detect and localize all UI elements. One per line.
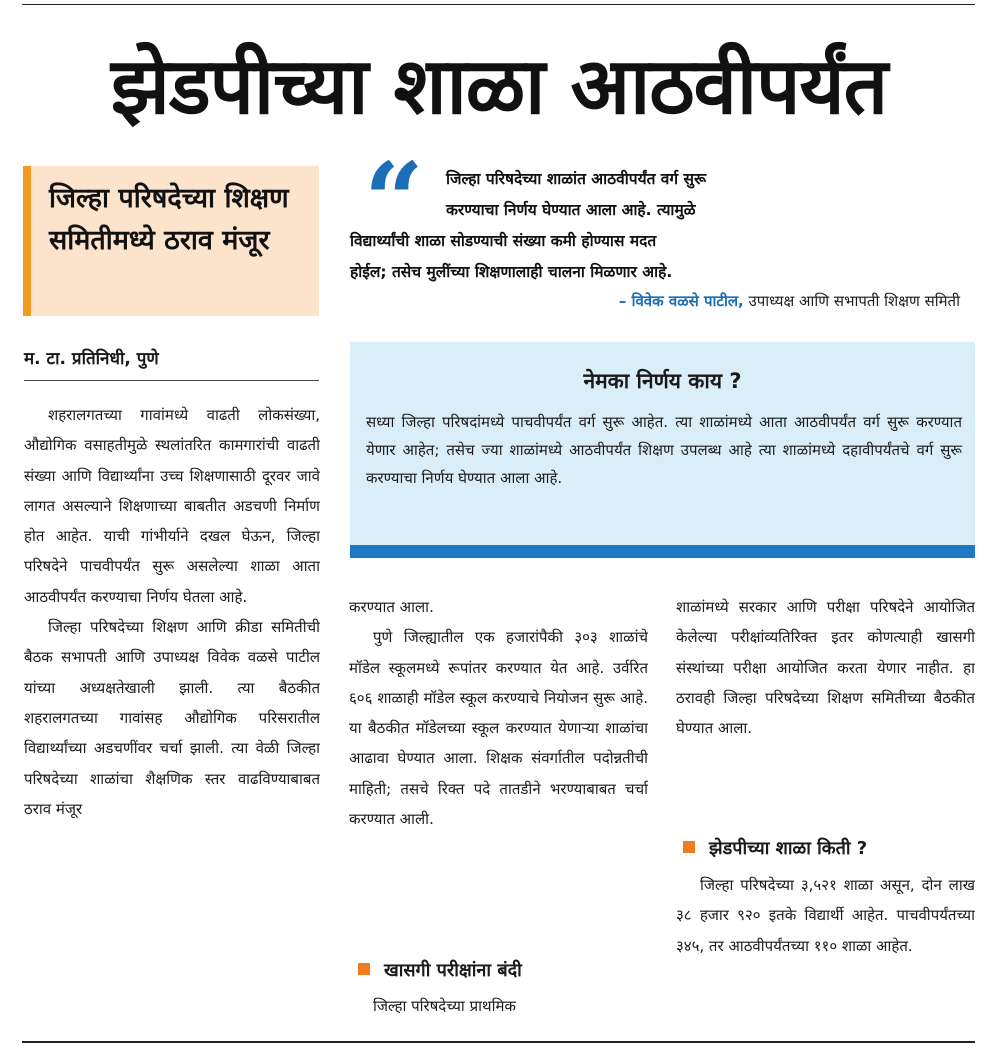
article-column-2-continued bbox=[349, 991, 648, 1031]
square-bullet-icon bbox=[358, 963, 370, 975]
section-heading-private-exams bbox=[358, 957, 522, 985]
paragraph: शाळांमध्ये सरकार आणि परीक्षा परिषदेने आयोजित केलेल्या परीक्षांव्यतिरिक्त इतर कोणत्याही खासगी संस्थांच्या परीक्षा आयोजित करता येणार नाहीत. हा ठरावही जिल्हा परिषदेच्या शिक्षण समितीच्या बैठकीत घेण्यात आला. bbox=[676, 598, 975, 738]
square-bullet-icon bbox=[683, 841, 695, 853]
section-heading-text: खासगी परीक्षांना बंदी bbox=[384, 960, 522, 981]
info-box-body: सध्या जिल्हा परिषदांमध्ये पाचवीपर्यंत वर्ग सुरू आहेत. त्या शाळांमध्ये आता आठवीपर्यंत वर्ग सुरू करण्यात येणार आहेत; तसेच ज्या शाळांमध्ये आठवीपर्यंत शिक्षण उपलब्ध आहे त्या शाळांमध्ये दहावीपर्यंतचे वर्ग सुरू करण्याचा निर्णय घेण्यात आला आहे. bbox=[366, 413, 962, 487]
article-column-3 bbox=[676, 592, 975, 812]
paragraph: जिल्हा परिषदेच्या ३,५२१ शाळा असून, दोन लाख ३८ हजार ९२० इतके विद्यार्थी आहेत. पाचवीपर्यंतच्या ३४५, तर आठवीपर्यंतच्या ११० शाळा आहेत. bbox=[676, 876, 975, 955]
paragraph: शहरालगतच्या गावांमध्ये वाढती लोकसंख्या, औद्योगिक वसाहतीमुळे स्थलांतरित कामगारांची वाढती संख्या आणि विद्यार्थ्यांना उच्च शिक्षणासाठी दूरवर जावे लागत असल्याने शिक्षणाच्या बाबतीत अडचणी निर्माण होत आहेत. याची गांभीर्याने दखल घेऊन, जिल्हा परिषदेने पाचवीपर्यंत सुरू असलेल्या शाळा आता आठवीपर्यंत करण्याचा निर्णय घेतला आहे. bbox=[24, 406, 320, 606]
quote-mark-icon: “ bbox=[364, 139, 424, 262]
bottom-rule bbox=[22, 1041, 975, 1043]
section-heading-school-count bbox=[683, 835, 867, 863]
quote-author-role: उपाध्यक्ष आणि सभापती शिक्षण समिती bbox=[748, 292, 960, 310]
section-heading-text: झेडपीच्या शाळा किती ? bbox=[709, 838, 868, 859]
quote-line: होईल; तसेच मुलींच्या शिक्षणालाही चालना मिळणार आहे. bbox=[350, 263, 673, 281]
info-box bbox=[350, 342, 975, 558]
quote-attribution bbox=[619, 287, 960, 315]
info-box-bottom-bar bbox=[350, 545, 975, 558]
subhead-box bbox=[23, 166, 319, 316]
pull-quote bbox=[350, 139, 978, 324]
paragraph: पुणे जिल्ह्यातील एक हजारांपैकी ३०३ शाळांचे मॉडेल स्कूलमध्ये रूपांतर करण्यात येत आहे. उर्वरित ६०६ शाळाही मॉडेल स्कूल करण्याचे नियोजन सुरू आहे. या बैठकीत मॉडेलच्या स्कूल करण्यात येणाऱ्या शाळांचा आढावा घेण्यात आला. शिक्षक संवर्गातील पदोन्नतीची माहिती; तसचे रिक्त पदे तातडीने भरण्याबाबत चर्चा करण्यात आली. bbox=[349, 628, 648, 829]
top-rule bbox=[22, 4, 975, 5]
article-column-2 bbox=[349, 592, 648, 932]
quote-text bbox=[350, 164, 956, 288]
paragraph: जिल्हा परिषदेच्या प्राथमिक bbox=[373, 997, 516, 1015]
quote-author: – विवेक वळसे पाटील, bbox=[618, 292, 744, 310]
headline: झेडपीच्या शाळा आठवीपर्यंत bbox=[110, 42, 888, 132]
paragraph: करण्यात आला. bbox=[349, 598, 434, 616]
quote-line: करण्याचा निर्णय घेण्यात आला आहे. त्यामुळे bbox=[446, 201, 696, 219]
quote-line: जिल्हा परिषदेच्या शाळांत आठवीपर्यंत वर्ग सुरू bbox=[446, 170, 707, 188]
quote-line: विद्यार्थ्यांची शाळा सोडण्याची संख्या कमी होण्यास मदत bbox=[350, 232, 657, 250]
byline-rule bbox=[24, 380, 319, 381]
subhead-accent-bar bbox=[23, 166, 31, 316]
article-column-3-continued bbox=[676, 870, 975, 1030]
paragraph: जिल्हा परिषदेच्या शिक्षण आणि क्रीडा समितीची बैठक सभापती आणि उपाध्यक्ष विवेक वळसे पाटील यांच्या अध्यक्षतेखाली झाली. त्या बैठकीत शहरालगतच्या गावांसह औद्योगिक परिसरातील विद्यार्थ्यांच्या अडचणींवर चर्चा झाली. त्या वेळी जिल्हा परिषदेच्या शाळांचा शैक्षणिक स्तर वाढविण्याबाबत ठराव मंजूर bbox=[24, 618, 320, 818]
byline: म. टा. प्रतिनिधी, पुणे bbox=[24, 349, 159, 369]
article-column-1 bbox=[24, 400, 320, 1030]
info-box-title: नेमका निर्णय काय ? bbox=[583, 369, 742, 393]
subhead: जिल्हा परिषदेच्या शिक्षण समितीमध्ये ठराव मंजूर bbox=[49, 183, 289, 256]
